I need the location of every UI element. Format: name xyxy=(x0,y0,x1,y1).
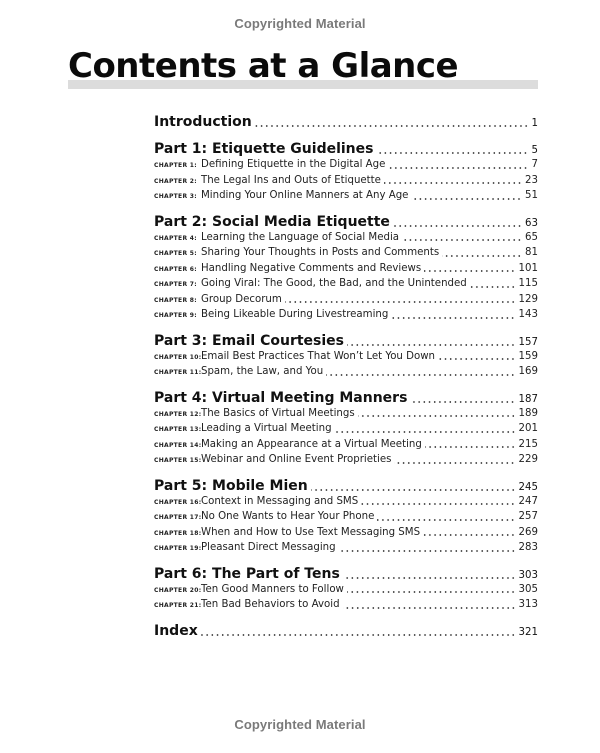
toc-chapter[interactable] xyxy=(154,597,538,613)
dot-leader xyxy=(411,198,522,200)
dot-leader xyxy=(347,344,516,346)
toc-entry-title: Part 3: Email Courtesies xyxy=(154,332,344,349)
toc-entry-title: Minding Your Online Manners at Any Age xyxy=(201,190,409,201)
chapter-label: CHAPTER 4: xyxy=(154,234,197,242)
chapter-label: CHAPTER 3: xyxy=(154,193,197,200)
toc-entry-title: Spam, the Law, and You xyxy=(201,366,324,377)
toc-entry-title: Ten Good Manners to Follow xyxy=(201,583,344,595)
toc-entry-title: The Legal Ins and Outs of Etiquette xyxy=(201,174,381,186)
dot-leader xyxy=(394,462,515,464)
dot-leader xyxy=(376,152,528,154)
toc-entry-title: Ten Bad Behaviors to Avoid xyxy=(201,599,340,610)
toc-page-number: 51 xyxy=(525,190,538,201)
dot-leader xyxy=(326,374,515,376)
toc-chapter[interactable] xyxy=(154,230,538,246)
page-title: Contents at a Glance xyxy=(68,46,459,86)
toc-chapter[interactable] xyxy=(154,261,538,277)
toc-entry-title: Leading a Virtual Meeting xyxy=(201,423,332,434)
toc-entry-title: Webinar and Online Event Proprieties xyxy=(201,454,392,465)
toc-entry-title: Being Likeable During Livestreaming xyxy=(201,309,389,320)
chapter-label: CHAPTER 21: xyxy=(154,602,202,609)
dot-leader xyxy=(442,255,522,257)
toc-page-number: 7 xyxy=(531,159,538,170)
toc-chapter[interactable] xyxy=(154,421,538,437)
toc-part-5[interactable] xyxy=(154,477,538,495)
toc-chapter[interactable] xyxy=(154,494,538,510)
toc-page-number: 5 xyxy=(531,145,538,156)
toc-part-4[interactable] xyxy=(154,389,538,407)
toc-chapter[interactable] xyxy=(154,582,538,598)
chapter-label: CHAPTER 6: xyxy=(154,265,197,273)
dot-leader xyxy=(343,607,516,609)
chapter-label: CHAPTER 11: xyxy=(154,369,202,376)
chapter-label: CHAPTER 19: xyxy=(154,545,202,552)
dot-leader xyxy=(347,591,516,593)
toc-page-number: 229 xyxy=(518,454,538,465)
toc-entry-title: When and How to Use Text Messaging SMS xyxy=(201,526,421,538)
dot-leader xyxy=(311,489,516,491)
dot-leader xyxy=(335,431,516,433)
dot-leader xyxy=(361,503,515,505)
chapter-label: CHAPTER 13: xyxy=(154,426,202,433)
chapter-label: CHAPTER 20: xyxy=(154,586,202,594)
toc-page-number: 65 xyxy=(525,231,538,243)
toc-page-number: 215 xyxy=(518,438,538,450)
toc-page-number: 169 xyxy=(518,366,538,377)
dot-leader xyxy=(343,577,516,579)
toc-page-number: 143 xyxy=(518,309,538,320)
toc-entry-title: No One Wants to Hear Your Phone xyxy=(201,511,375,522)
toc-page-number: 157 xyxy=(518,336,538,348)
dot-leader xyxy=(384,182,522,184)
toc-part-3[interactable] xyxy=(154,332,538,350)
toc-page-number: 245 xyxy=(518,481,538,493)
toc-entry-title: Handling Negative Comments and Reviews xyxy=(201,262,422,274)
dot-leader xyxy=(402,239,522,241)
toc-entry-title: Part 2: Social Media Etiquette xyxy=(154,213,390,230)
chapter-label: CHAPTER 18: xyxy=(154,529,202,537)
toc-page-number: 81 xyxy=(525,247,538,258)
chapter-label: CHAPTER 5: xyxy=(154,250,197,257)
toc-page-number: 187 xyxy=(518,393,538,405)
dot-leader xyxy=(423,534,516,536)
dot-leader xyxy=(255,125,529,127)
toc-entry-title: Part 5: Mobile Mien xyxy=(154,477,308,494)
dot-leader xyxy=(285,301,516,303)
toc-chapter[interactable] xyxy=(154,452,538,468)
toc-entry-title: Context in Messaging and SMS xyxy=(201,495,359,507)
dot-leader xyxy=(201,634,516,636)
dot-leader xyxy=(339,550,516,552)
toc-chapter[interactable] xyxy=(154,173,538,189)
toc-chapter[interactable] xyxy=(154,292,538,308)
toc-chapter[interactable] xyxy=(154,349,538,365)
dot-leader xyxy=(388,167,528,169)
chapter-label: CHAPTER 10: xyxy=(154,353,202,361)
chapter-label: CHAPTER 7: xyxy=(154,281,197,288)
chapter-label: CHAPTER 16: xyxy=(154,498,202,506)
toc-chapter[interactable] xyxy=(154,437,538,453)
chapter-label: CHAPTER 12: xyxy=(154,410,202,418)
toc-page-number: 189 xyxy=(518,407,538,419)
toc-entry-title: Introduction xyxy=(154,114,252,130)
toc-entry-title: Going Viral: The Good, the Bad, and the Unintended xyxy=(201,278,467,289)
toc-chapter[interactable] xyxy=(154,276,538,292)
copyright-watermark-top: Copyrighted Material xyxy=(234,16,366,31)
toc-page-number: 313 xyxy=(518,599,538,610)
dot-leader xyxy=(358,415,516,417)
dot-leader xyxy=(470,286,516,288)
toc-part-2[interactable] xyxy=(154,213,538,231)
toc-page-number: 115 xyxy=(518,278,538,289)
toc-entry-title: Part 4: Virtual Meeting Manners xyxy=(154,389,408,406)
dot-leader xyxy=(424,270,515,272)
toc-entry-title: Part 1: Etiquette Guidelines xyxy=(154,141,374,157)
toc-part-6[interactable] xyxy=(154,565,538,583)
chapter-label: CHAPTER 9: xyxy=(154,312,197,319)
toc-entry-title: Sharing Your Thoughts in Posts and Comments xyxy=(201,247,440,258)
table-of-contents xyxy=(154,113,538,640)
toc-index[interactable] xyxy=(154,622,538,640)
toc-chapter[interactable] xyxy=(154,157,538,173)
toc-entry-title: Pleasant Direct Messaging xyxy=(201,542,336,553)
chapter-label: CHAPTER 14: xyxy=(154,441,202,449)
toc-chapter[interactable] xyxy=(154,188,538,204)
toc-page-number: 129 xyxy=(518,293,538,305)
toc-entry-title: Index xyxy=(154,622,198,639)
toc-page-number: 247 xyxy=(518,495,538,507)
toc-entry-title: Part 6: The Part of Tens xyxy=(154,565,340,582)
toc-chapter[interactable] xyxy=(154,509,538,525)
toc-page-number: 283 xyxy=(518,542,538,553)
toc-page-number: 321 xyxy=(518,626,538,638)
toc-chapter[interactable] xyxy=(154,525,538,541)
dot-leader xyxy=(377,519,515,521)
chapter-label: CHAPTER 2: xyxy=(154,177,197,185)
toc-chapter[interactable] xyxy=(154,540,538,556)
toc-page-number: 1 xyxy=(531,118,538,129)
chapter-label: CHAPTER 8: xyxy=(154,296,197,304)
dot-leader xyxy=(438,358,516,360)
toc-entry-title: Making an Appearance at a Virtual Meeting xyxy=(201,438,422,450)
dot-leader xyxy=(391,317,515,319)
toc-entry-title: Learning the Language of Social Media xyxy=(201,231,400,243)
toc-page-number: 269 xyxy=(518,526,538,538)
toc-entry-title: Group Decorum xyxy=(201,293,282,305)
toc-part-1[interactable] xyxy=(154,140,538,158)
dot-leader xyxy=(410,401,515,403)
chapter-label: CHAPTER 1: xyxy=(154,162,197,169)
toc-entry-title: Email Best Practices That Won’t Let You Down xyxy=(201,350,435,362)
dot-leader xyxy=(393,225,522,227)
chapter-label: CHAPTER 17: xyxy=(154,514,202,521)
copyright-watermark-bottom: Copyrighted Material xyxy=(234,717,366,732)
toc-page-number: 159 xyxy=(518,350,538,362)
toc-chapter[interactable] xyxy=(154,406,538,422)
toc-page-number: 303 xyxy=(518,569,538,581)
dot-leader xyxy=(425,446,516,448)
toc-page-number: 257 xyxy=(518,511,538,522)
toc-page-number: 305 xyxy=(518,583,538,595)
toc-page-number: 201 xyxy=(518,423,538,434)
toc-page-number: 63 xyxy=(525,217,538,229)
toc-page-number: 23 xyxy=(525,174,538,186)
toc-entry-title: Defining Etiquette in the Digital Age xyxy=(201,159,386,170)
toc-chapter[interactable] xyxy=(154,307,538,323)
toc-chapter[interactable] xyxy=(154,245,538,261)
toc-introduction[interactable] xyxy=(154,113,538,131)
toc-entry-title: The Basics of Virtual Meetings xyxy=(201,407,355,419)
toc-page-number: 101 xyxy=(518,262,538,274)
chapter-label: CHAPTER 15: xyxy=(154,457,202,464)
toc-chapter[interactable] xyxy=(154,364,538,380)
